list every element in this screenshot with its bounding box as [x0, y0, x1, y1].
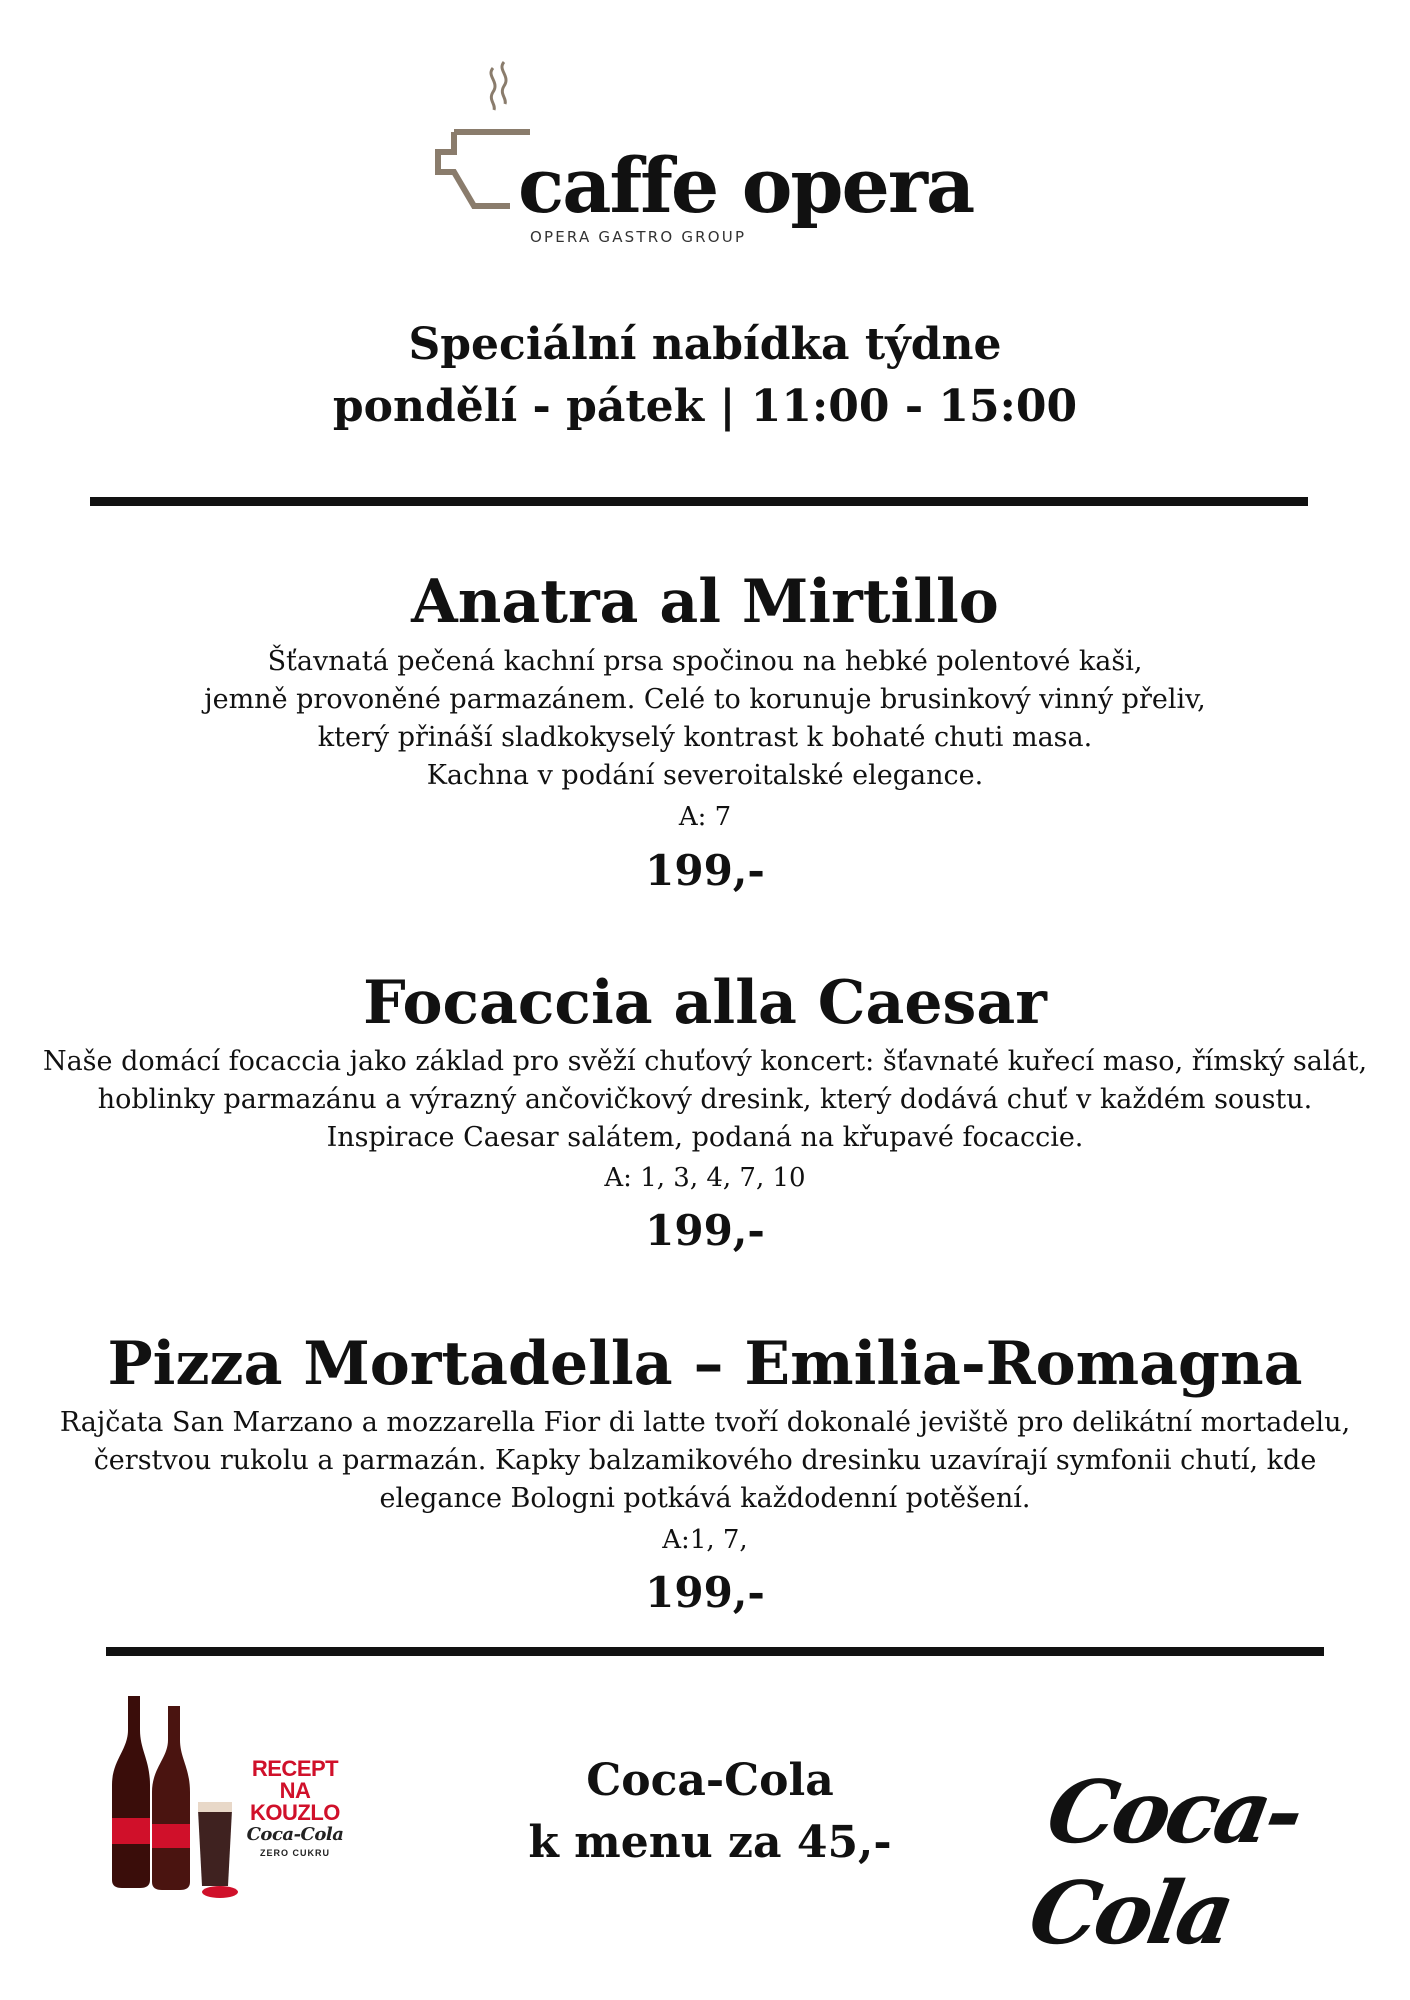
coca-cola-promo-image: [110, 1690, 390, 1915]
caffe-opera-logo: [430, 60, 990, 260]
promo-tag-small: ZERO CUKRU: [260, 1848, 330, 1858]
offer-hours: pondělí - pátek | 11:00 - 15:00: [332, 381, 1078, 432]
promo-tag: [240, 1758, 350, 1860]
coca-cola-bottles-icon: [110, 1690, 250, 1900]
promo-line1: Coca-Cola: [586, 1755, 834, 1806]
promo-tag-line2: NA KOUZLO: [250, 1778, 340, 1825]
promo-tag-line1: RECEPT: [251, 1756, 339, 1781]
promo-tag-brand: Coca-Cola: [246, 1824, 344, 1845]
bottom-divider: [106, 1647, 1324, 1656]
offer-title: Speciální nabídka týdne: [408, 319, 1002, 370]
brand-name: caffe opera: [518, 141, 974, 230]
dish-name: Pizza Mortadella – Emilia-Romagna: [107, 1329, 1303, 1399]
dish-price: 199,-: [645, 1206, 765, 1255]
dish-name: Anatra al Mirtillo: [411, 567, 999, 637]
dish-name: Focaccia alla Caesar: [363, 968, 1047, 1038]
dish-allergens: A:1, 7,: [662, 1525, 748, 1555]
dish-description: Naše domácí focaccia jako základ pro svěží chuťový koncert: šťavnaté kuřecí maso, římský salát, hoblinky parmazánu a výrazný ančovičkový dresink, který dodává chuť v každém soustu. Inspirace Caesar salátem, podaná na křupavé focaccie.: [42, 1046, 1368, 1153]
promo-line2: k menu za 45,-: [528, 1817, 892, 1868]
dish-price: 199,-: [645, 1568, 765, 1617]
dish-description: Rajčata San Marzano a mozzarella Fior di latte tvoří dokonalé jeviště pro delikátní mortadelu, čerstvou rukolu a parmazán. Kapky balzamikového dresinku uzavírají symfonii chutí, kde elegance Bologni potkává každodenní potěšení.: [59, 1407, 1351, 1514]
dish-allergens: A: 1, 3, 4, 7, 10: [604, 1163, 806, 1193]
dish-allergens: A: 7: [678, 802, 732, 832]
dish-price: 199,-: [645, 846, 765, 895]
dish-description: Šťavnatá pečená kachní prsa spočinou na hebké polentové kaši, jemně provoněné parmazánem. Celé to korunuje brusinkový vinný přeliv, který přináší sladkokyselý kontrast k bohaté chuti masa. Kachna v podání severoitalské elegance.: [204, 646, 1206, 791]
brand-group: OPERA GASTRO GROUP: [530, 228, 747, 246]
coffee-cup-icon: [430, 60, 530, 230]
coca-cola-logo: Coca-Cola: [1022, 1762, 1308, 1964]
top-divider: [90, 497, 1308, 506]
